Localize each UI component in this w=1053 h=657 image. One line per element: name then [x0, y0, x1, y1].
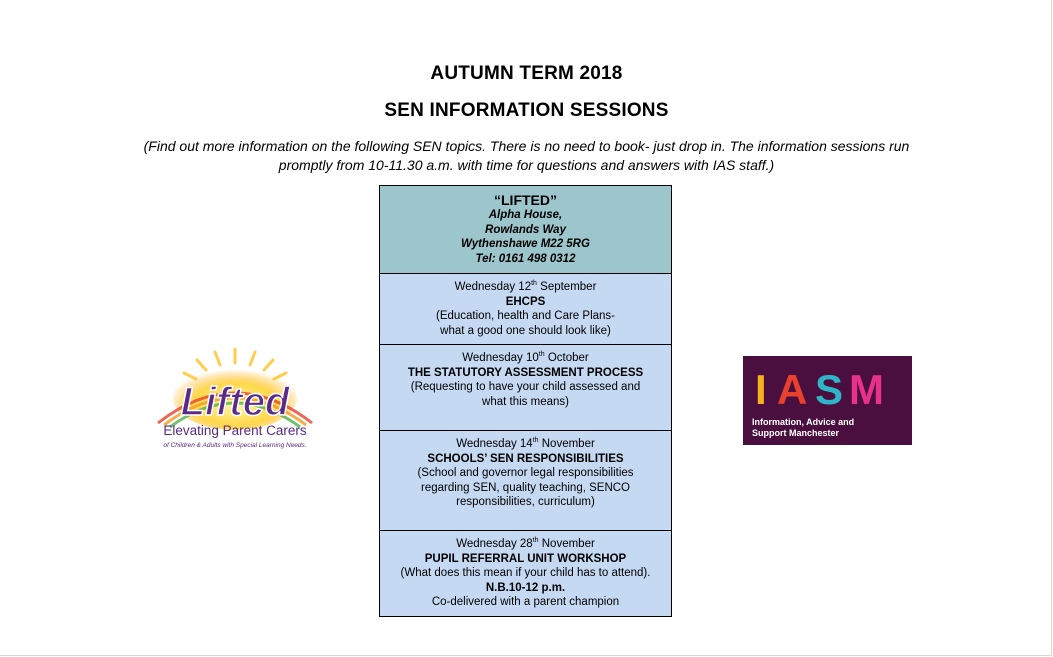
- session-description: (What does this mean if your child has to attend).: [400, 567, 651, 579]
- iasm-subline-text: Support Manchester: [752, 428, 840, 438]
- venue-address: Alpha House,: [488, 209, 563, 221]
- session-title: THE STATUTORY ASSESSMENT PROCESS: [407, 366, 644, 379]
- session-description: responsibilities, curriculum): [456, 496, 595, 508]
- session-row: [380, 274, 671, 345]
- session-description: (Requesting to have your child assessed and: [410, 381, 641, 393]
- session-note: N.B.10-12 p.m.: [485, 581, 566, 594]
- session-description: Co-delivered with a parent champion: [431, 596, 620, 608]
- venue-cell: [380, 186, 671, 274]
- lifted-subline: of Children & Adults with Special Learning Needs.: [163, 442, 307, 449]
- session-description: regarding SEN, quality teaching, SENCO: [420, 481, 631, 494]
- session-description: what a good one should look like): [440, 324, 611, 337]
- session-row: [380, 531, 671, 616]
- intro-line: promptly from 10-11.30 a.m. with time for questions and answers with IAS staff.): [278, 157, 775, 173]
- lifted-tagline: Elevating Parent Carers: [163, 423, 307, 438]
- iasm-letter: I: [755, 366, 767, 413]
- venue-name: “LIFTED”: [494, 192, 557, 208]
- page-title: AUTUMN TERM 2018: [430, 63, 623, 84]
- session-date: Wednesday 28th November: [456, 537, 595, 550]
- intro-line: (Find out more information on the following SEN topics. There is no need to book- just drop in. The information sessions run: [143, 138, 910, 154]
- session-date: Wednesday 10th October: [462, 351, 589, 364]
- iasm-subline: [752, 417, 854, 439]
- lifted-logo: [140, 343, 330, 455]
- session-description: (Education, health and Care Plans-: [436, 310, 615, 322]
- session-description: (School and governor legal responsibilities: [417, 467, 634, 479]
- session-date: Wednesday 14th November: [456, 437, 595, 450]
- iasm-logo: [743, 356, 912, 445]
- session-title: PUPIL REFERRAL UNIT WORKSHOP: [424, 552, 627, 565]
- session-row: [380, 345, 671, 431]
- iasm-letter: S: [815, 366, 844, 413]
- page-subtitle: SEN INFORMATION SESSIONS: [384, 100, 669, 121]
- session-title: SCHOOLS’ SEN RESPONSIBILITIES: [427, 452, 624, 465]
- lifted-wordmark: Lifted: [180, 380, 290, 424]
- session-row: [380, 431, 671, 531]
- venue-address: Rowlands Way: [485, 223, 566, 236]
- session-description: what this means): [482, 395, 569, 408]
- session-title: EHCPS: [505, 295, 546, 308]
- lifted-logo-graphic: [140, 343, 330, 455]
- iasm-letter: A: [777, 366, 808, 413]
- session-date: Wednesday 12th September: [454, 280, 597, 293]
- session-schedule-table: [379, 185, 672, 617]
- venue-phone: Tel: 0161 498 0312: [475, 252, 576, 265]
- intro-text: [100, 137, 953, 175]
- venue-address: Wythenshawe M22 5RG: [461, 238, 590, 250]
- iasm-subline-text: Information, Advice and: [752, 417, 855, 427]
- iasm-letters: [743, 356, 912, 416]
- iasm-letter: M: [849, 366, 884, 413]
